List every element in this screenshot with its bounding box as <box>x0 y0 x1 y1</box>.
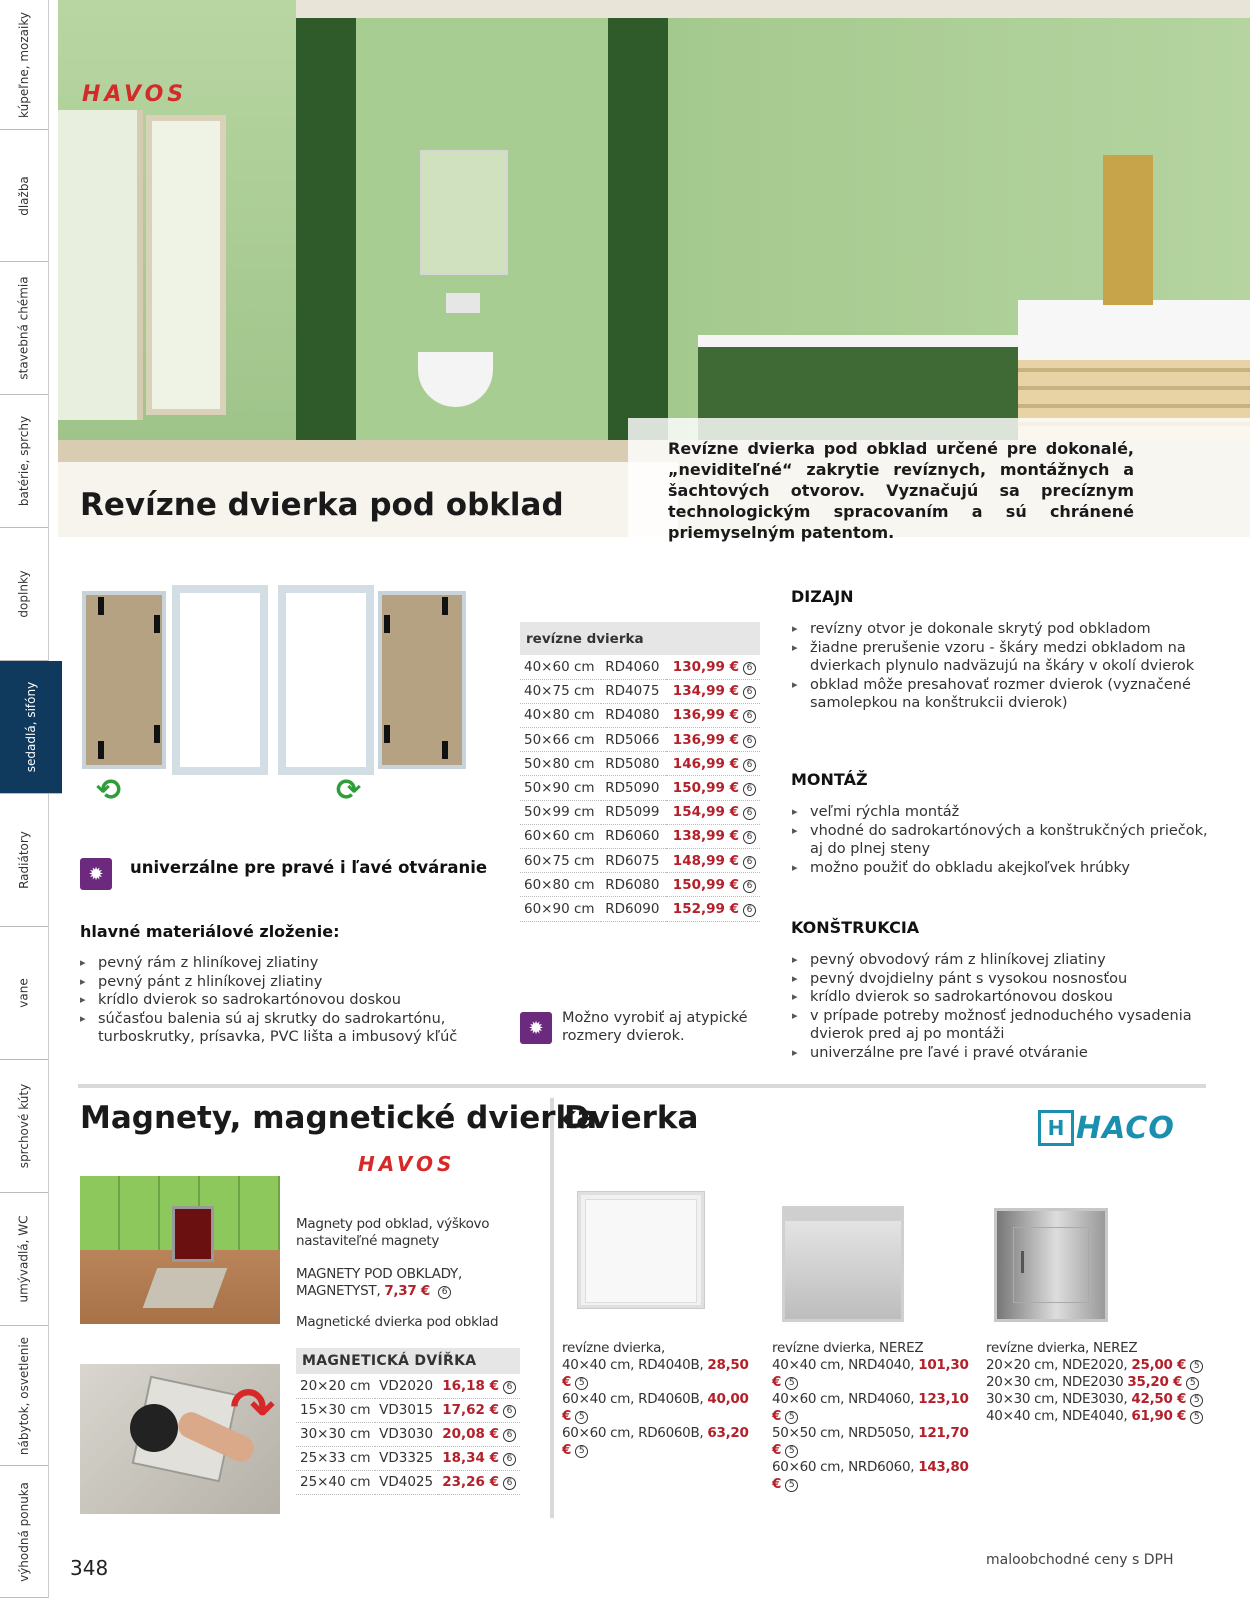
hinge <box>384 725 390 743</box>
price-cell <box>666 776 760 800</box>
price-cell <box>666 655 760 679</box>
size-cell: 60×80 cm <box>520 873 601 897</box>
photo-tile <box>143 1268 228 1308</box>
product-line <box>986 1357 1206 1374</box>
table-row <box>520 800 760 824</box>
vat-badge: 6 <box>743 831 756 844</box>
list-item: ▸ v prípade potreby možnosť jednoduchého vysadenia dvierok pred aj po montáži <box>792 1007 1212 1044</box>
list-item: ▸ možno použiť do obkladu akejkoľvek hrúbky <box>792 859 1212 878</box>
sidebar-tab-label: Radiátory <box>17 831 32 889</box>
price-cell <box>666 679 760 703</box>
vat-badge: 6 <box>743 735 756 748</box>
product-line <box>772 1391 982 1425</box>
sidebar-tab-label: batérie, sprchy <box>17 415 31 507</box>
list-item: ▸ krídlo dvierok so sadrokartónovou doskou <box>80 991 460 1010</box>
price-cell <box>666 728 760 752</box>
hinge <box>98 741 104 759</box>
price-value: 18,34 € <box>442 1450 499 1466</box>
vat-badge: 5 <box>575 1445 588 1458</box>
table-row <box>520 776 760 800</box>
dvierka-title: Dvierka <box>564 1100 699 1136</box>
feature-note: univerzálne pre pravé i ľavé otváranie <box>130 858 488 877</box>
price-value: 23,26 € <box>442 1474 499 1490</box>
sidebar-tab-nabytok[interactable] <box>0 1326 48 1466</box>
photo-door-leaf <box>585 1199 697 1303</box>
code-cell: RD6090 <box>601 897 665 921</box>
dizajn-heading: DIZAJN <box>791 587 854 606</box>
price-cell <box>666 824 760 848</box>
product-price: 42,50 € <box>1131 1391 1187 1407</box>
size-cell: 60×60 cm <box>520 824 601 848</box>
code-cell: VD3015 <box>375 1398 437 1422</box>
table-row <box>296 1470 520 1494</box>
product-spec: 60×60 cm, RD6060B, <box>562 1425 704 1441</box>
code-cell: RD5080 <box>601 752 665 776</box>
photo-tile-strip <box>608 0 668 440</box>
magnetic-door-price-table <box>296 1348 520 1495</box>
product-price: 28,50 € <box>562 1357 749 1390</box>
vat-badge: 5 <box>1190 1411 1203 1424</box>
table-row <box>520 897 760 921</box>
page-number: 348 <box>70 1556 109 1580</box>
product-line <box>562 1357 762 1391</box>
photo-door-handle <box>1021 1251 1024 1273</box>
photo-bathtub-rim <box>698 335 1028 347</box>
haco-logo-mark: H <box>1038 1110 1074 1146</box>
price-cell <box>666 897 760 921</box>
door-frame-left <box>172 585 268 775</box>
red-arrow-icon: ↷ <box>230 1376 276 1439</box>
size-cell: 50×90 cm <box>520 776 601 800</box>
product-spec: 50×50 cm, NRD5050, <box>772 1425 915 1441</box>
hinge <box>98 597 104 615</box>
dvierka-product-1 <box>562 1340 762 1459</box>
list-item: ▸ pevný pánt z hliníkovej zliatiny <box>80 973 460 992</box>
sidebar-tab-stavebna-chemia[interactable] <box>0 262 48 395</box>
table-row <box>520 873 760 897</box>
sidebar-tab-label: stavebná chémia <box>17 276 31 380</box>
price-note: maloobchodné ceny s DPH <box>986 1552 1174 1568</box>
product-name: revízne dvierka, <box>562 1340 666 1356</box>
montaz-list <box>792 803 1212 877</box>
table-row <box>520 824 760 848</box>
price-value: 152,99 € <box>672 900 739 917</box>
price-cell <box>438 1398 520 1422</box>
dvierka-product-3 <box>986 1340 1206 1425</box>
vat-badge: 5 <box>785 1479 798 1492</box>
product-spec: 20×30 cm, NDE2030 <box>986 1374 1124 1390</box>
magnets-product-caption <box>296 1266 516 1300</box>
photo-suction-cup <box>130 1404 178 1452</box>
photo-mirror <box>420 150 508 275</box>
product-photo-stainless-door-2 <box>994 1208 1108 1322</box>
photo-ceiling <box>296 0 1250 18</box>
vat-badge: 6 <box>743 783 756 796</box>
montaz-heading: MONTÁŽ <box>791 770 868 789</box>
sidebar-divider <box>48 0 49 1598</box>
vat-badge: 5 <box>575 1377 588 1390</box>
magnets-product-price: 7,37 € <box>384 1283 430 1299</box>
vat-badge: 6 <box>743 686 756 699</box>
size-cell: 20×20 cm <box>296 1374 375 1398</box>
magnets-product-code: MAGNETYST, <box>296 1283 381 1299</box>
table-header: revízne dvierka <box>520 622 760 655</box>
photo-towel <box>1103 155 1153 305</box>
column-divider <box>550 1098 554 1518</box>
vat-badge: 5 <box>785 1445 798 1458</box>
product-line <box>772 1357 982 1391</box>
code-cell: VD4025 <box>375 1470 437 1494</box>
size-cell: 40×75 cm <box>520 679 601 703</box>
price-value: 146,99 € <box>672 755 739 772</box>
section-divider <box>78 1084 1206 1088</box>
product-spec: 60×60 cm, NRD6060, <box>772 1459 915 1475</box>
price-value: 130,99 € <box>672 658 739 675</box>
product-photo-revision-door <box>578 1192 704 1308</box>
arrow-left-icon: ⟲ <box>96 773 122 808</box>
price-value: 148,99 € <box>672 852 739 869</box>
price-cell <box>666 849 760 873</box>
havos-logo: HAVOS <box>358 1152 456 1176</box>
sidebar-tab-sedadla-active[interactable] <box>0 661 62 794</box>
table-row <box>296 1374 520 1398</box>
product-line <box>986 1408 1206 1425</box>
photo-opening <box>172 1206 214 1262</box>
magnets-caption: Magnety pod obklad, výškovo nastaviteľné magnety <box>296 1216 490 1249</box>
konstrukcia-heading: KONŠTRUKCIA <box>791 918 920 937</box>
size-cell: 25×40 cm <box>296 1470 375 1494</box>
magnets-title: Magnety, magnetické dvierka <box>80 1100 598 1136</box>
photo-flush-plate <box>446 293 480 313</box>
product-price: 143,80 € <box>772 1459 969 1492</box>
product-spec: 40×40 cm, NRD4040, <box>772 1357 915 1373</box>
dizajn-list <box>792 620 1212 713</box>
product-spec: 40×40 cm, RD4040B, <box>562 1357 704 1373</box>
sidebar-tab-label: sprchové kúty <box>17 1083 31 1169</box>
code-cell: RD4075 <box>601 679 665 703</box>
revision-door-illustration <box>78 585 478 815</box>
vat-badge: 6 <box>503 1405 516 1418</box>
product-name: revízne dvierka, NEREZ <box>986 1340 1138 1356</box>
table-row <box>296 1422 520 1446</box>
product-price: 101,30 € <box>772 1357 969 1390</box>
product-price: 40,00 € <box>562 1391 749 1424</box>
size-cell: 50×80 cm <box>520 752 601 776</box>
price-cell <box>438 1422 520 1446</box>
table-row <box>520 679 760 703</box>
price-value: 136,99 € <box>672 707 739 724</box>
product-line <box>986 1391 1206 1408</box>
sidebar-tab-kupelne[interactable] <box>0 0 48 130</box>
vat-badge: 5 <box>575 1411 588 1424</box>
hinge <box>442 597 448 615</box>
list-item: ▸ súčasťou balenia sú aj skrutky do sadrokartónu, turboskrutky, prísavka, PVC lišta a imbusový kľúč <box>80 1010 460 1047</box>
sidebar-tab-dlazba[interactable] <box>0 130 48 262</box>
price-value: 138,99 € <box>672 828 739 845</box>
sidebar-tab-label: umývadlá, WC <box>17 1215 31 1303</box>
list-item: ▸ pevný dvojdielny pánt s vysokou nosnosťou <box>792 970 1212 989</box>
vat-badge: 6 <box>743 710 756 723</box>
vat-badge: 5 <box>785 1411 798 1424</box>
sidebar-tab-label: výhodná ponuka <box>17 1481 31 1582</box>
hinge <box>154 725 160 743</box>
code-cell: RD6080 <box>601 873 665 897</box>
vat-badge: 5 <box>1190 1360 1203 1373</box>
lightbulb-icon: ✹ <box>520 1012 552 1044</box>
product-spec: 40×60 cm, NRD4060, <box>772 1391 915 1407</box>
product-price: 25,00 € <box>1131 1357 1187 1373</box>
size-cell: 25×33 cm <box>296 1446 375 1470</box>
magnets-product-name: MAGNETY POD OBKLADY, <box>296 1266 462 1282</box>
product-name: revízne dvierka, NEREZ <box>772 1340 924 1356</box>
sidebar-tab-vane[interactable] <box>0 927 48 1060</box>
sidebar-tab-label: kúpeľne, mozaiky <box>17 11 32 118</box>
code-cell: RD5066 <box>601 728 665 752</box>
product-spec: 30×30 cm, NDE3030, <box>986 1391 1128 1407</box>
price-value: 134,99 € <box>672 683 739 700</box>
vat-badge: 6 <box>743 807 756 820</box>
category-sidebar <box>0 0 60 1598</box>
sidebar-tab-baterie[interactable] <box>0 395 48 528</box>
product-photo-stainless-door <box>782 1206 904 1322</box>
table-row <box>520 752 760 776</box>
size-cell: 60×90 cm <box>520 897 601 921</box>
product-line <box>772 1425 982 1459</box>
product-price: 63,20 € <box>562 1425 749 1458</box>
photo-tile-strip <box>296 0 356 440</box>
size-cell: 50×66 cm <box>520 728 601 752</box>
price-cell <box>666 703 760 727</box>
price-cell <box>438 1470 520 1494</box>
code-cell: RD5099 <box>601 800 665 824</box>
vat-badge: 6 <box>503 1453 516 1466</box>
price-value: 20,08 € <box>442 1426 499 1442</box>
vat-badge: 6 <box>743 759 756 772</box>
revision-door-price-table <box>520 622 760 922</box>
size-cell: 30×30 cm <box>296 1422 375 1446</box>
price-value: 150,99 € <box>672 780 739 797</box>
product-spec: 20×20 cm, NDE2020, <box>986 1357 1128 1373</box>
price-value: 150,99 € <box>672 876 739 893</box>
hinge <box>442 741 448 759</box>
product-line <box>772 1459 982 1493</box>
sidebar-tab-radiatory[interactable] <box>0 794 48 927</box>
product-line <box>562 1391 762 1425</box>
price-value: 17,62 € <box>442 1402 499 1418</box>
price-value: 16,18 € <box>442 1377 499 1394</box>
vat-badge: 6 <box>743 662 756 675</box>
sidebar-tab-label: doplnky <box>16 570 31 618</box>
code-cell: RD6075 <box>601 849 665 873</box>
product-line <box>562 1425 762 1459</box>
arrow-right-icon: ⟳ <box>336 773 362 808</box>
price-cell <box>666 800 760 824</box>
code-cell: RD6060 <box>601 824 665 848</box>
sidebar-tab-umyvadla[interactable] <box>0 1193 48 1326</box>
product-price: 123,10 € <box>772 1391 969 1424</box>
size-cell: 40×80 cm <box>520 703 601 727</box>
list-item: ▸ obklad môže presahovať rozmer dvierok (vyznačené samolepkou na konštrukcii dvierok) <box>792 676 1212 713</box>
table-row <box>296 1446 520 1470</box>
vat-badge: 5 <box>1190 1394 1203 1407</box>
list-item: ▸ revízny otvor je dokonale skrytý pod obkladom <box>792 620 1212 639</box>
vat-badge: 6 <box>503 1477 516 1490</box>
sidebar-tab-vyhodna-ponuka[interactable] <box>0 1466 48 1598</box>
size-cell: 40×60 cm <box>520 655 601 679</box>
product-spec: 60×40 cm, RD4060B, <box>562 1391 704 1407</box>
magnets-photo <box>80 1176 280 1324</box>
list-item: ▸ veľmi rýchla montáž <box>792 803 1212 822</box>
photo-door-frame <box>785 1209 901 1221</box>
materials-list <box>80 954 460 1047</box>
atypical-note: Možno vyrobiť aj atypické rozmery dvierok. <box>562 1010 748 1044</box>
sidebar-tab-doplnky[interactable] <box>0 528 48 661</box>
hinge <box>154 615 160 633</box>
price-cell <box>666 752 760 776</box>
materials-heading: hlavné materiálové zloženie: <box>80 922 340 941</box>
price-value: 154,99 € <box>672 804 739 821</box>
list-item: ▸ pevný obvodový rám z hliníkovej zliatiny <box>792 951 1212 970</box>
code-cell: VD3325 <box>375 1446 437 1470</box>
photo-window <box>146 115 226 415</box>
table-row <box>520 655 760 679</box>
hinge <box>384 615 390 633</box>
sidebar-tab-label: nábytok, osvetlenie <box>17 1336 31 1455</box>
list-item: ▸ univerzálne pre ľavé i pravé otváranie <box>792 1044 1212 1063</box>
size-cell: 15×30 cm <box>296 1398 375 1422</box>
list-item: ▸ pevný rám z hliníkovej zliatiny <box>80 954 460 973</box>
vat-badge: 6 <box>503 1381 516 1394</box>
table-row <box>520 728 760 752</box>
sidebar-tab-label: dlažba <box>16 175 31 216</box>
list-item: ▸ krídlo dvierok so sadrokartónovou doskou <box>792 988 1212 1007</box>
product-price: 35,20 € <box>1127 1374 1183 1390</box>
size-cell: 60×75 cm <box>520 849 601 873</box>
door-frame-right <box>278 585 374 775</box>
haco-logo-text: HACO <box>1076 1110 1175 1146</box>
vat-badge: 6 <box>438 1286 451 1299</box>
code-cell: VD2020 <box>375 1374 437 1398</box>
list-item: ▸ žiadne prerušenie vzoru - škáry medzi obkladom na dvierkach plynulo nadväzujú na škáry v okolí dvierok <box>792 639 1212 676</box>
size-cell: 50×99 cm <box>520 800 601 824</box>
photo-sink <box>1018 300 1250 360</box>
konstrukcia-list <box>792 951 1212 1062</box>
photo-door <box>58 110 143 420</box>
table-row <box>520 703 760 727</box>
hero-description: Revízne dvierka pod obklad určené pre dokonalé, „neviditeľné“ zakrytie revíznych, montážnych a šachtových otvorov. Vyznačujú sa precíznym technologickým spracovaním a sú chránené priemyselným patentom. <box>668 439 1134 542</box>
price-cell <box>438 1446 520 1470</box>
price-cell <box>666 873 760 897</box>
hero-title: Revízne dvierka pod obklad <box>80 487 564 523</box>
vat-badge: 6 <box>503 1429 516 1442</box>
price-cell <box>438 1374 520 1398</box>
product-line <box>986 1374 1206 1391</box>
table-header: MAGNETICKÁ DVÍŘKA <box>296 1348 520 1374</box>
sidebar-tab-label: sedadlá, sifóny <box>24 681 38 773</box>
code-cell: VD3030 <box>375 1422 437 1446</box>
vat-badge: 5 <box>785 1377 798 1390</box>
sidebar-tab-label: vane <box>16 978 31 1008</box>
havos-logo: HAVOS <box>82 82 188 107</box>
vat-badge: 6 <box>743 904 756 917</box>
sidebar-tab-sprchove-kuty[interactable] <box>0 1060 48 1193</box>
door-panel-right <box>378 591 466 769</box>
magnetic-door-caption: Magnetické dvierka pod obklad <box>296 1314 499 1330</box>
product-price: 121,70 € <box>772 1425 969 1458</box>
lightbulb-icon: ✹ <box>80 858 112 890</box>
list-item: ▸ vhodné do sadrokartónových a konštrukčných priečok, aj do plnej steny <box>792 822 1212 859</box>
code-cell: RD5090 <box>601 776 665 800</box>
vat-badge: 6 <box>743 880 756 893</box>
haco-logo <box>1038 1110 1175 1146</box>
photo-door-inset <box>1013 1227 1089 1303</box>
code-cell: RD4080 <box>601 703 665 727</box>
price-value: 136,99 € <box>672 731 739 748</box>
table-row <box>520 849 760 873</box>
dvierka-product-2 <box>772 1340 982 1493</box>
product-spec: 40×40 cm, NDE4040, <box>986 1408 1128 1424</box>
code-cell: RD4060 <box>601 655 665 679</box>
product-price: 61,90 € <box>1131 1408 1187 1424</box>
table-row <box>296 1398 520 1422</box>
vat-badge: 6 <box>743 856 756 869</box>
magnetic-door-photo <box>80 1364 280 1514</box>
vat-badge: 5 <box>1186 1377 1199 1390</box>
